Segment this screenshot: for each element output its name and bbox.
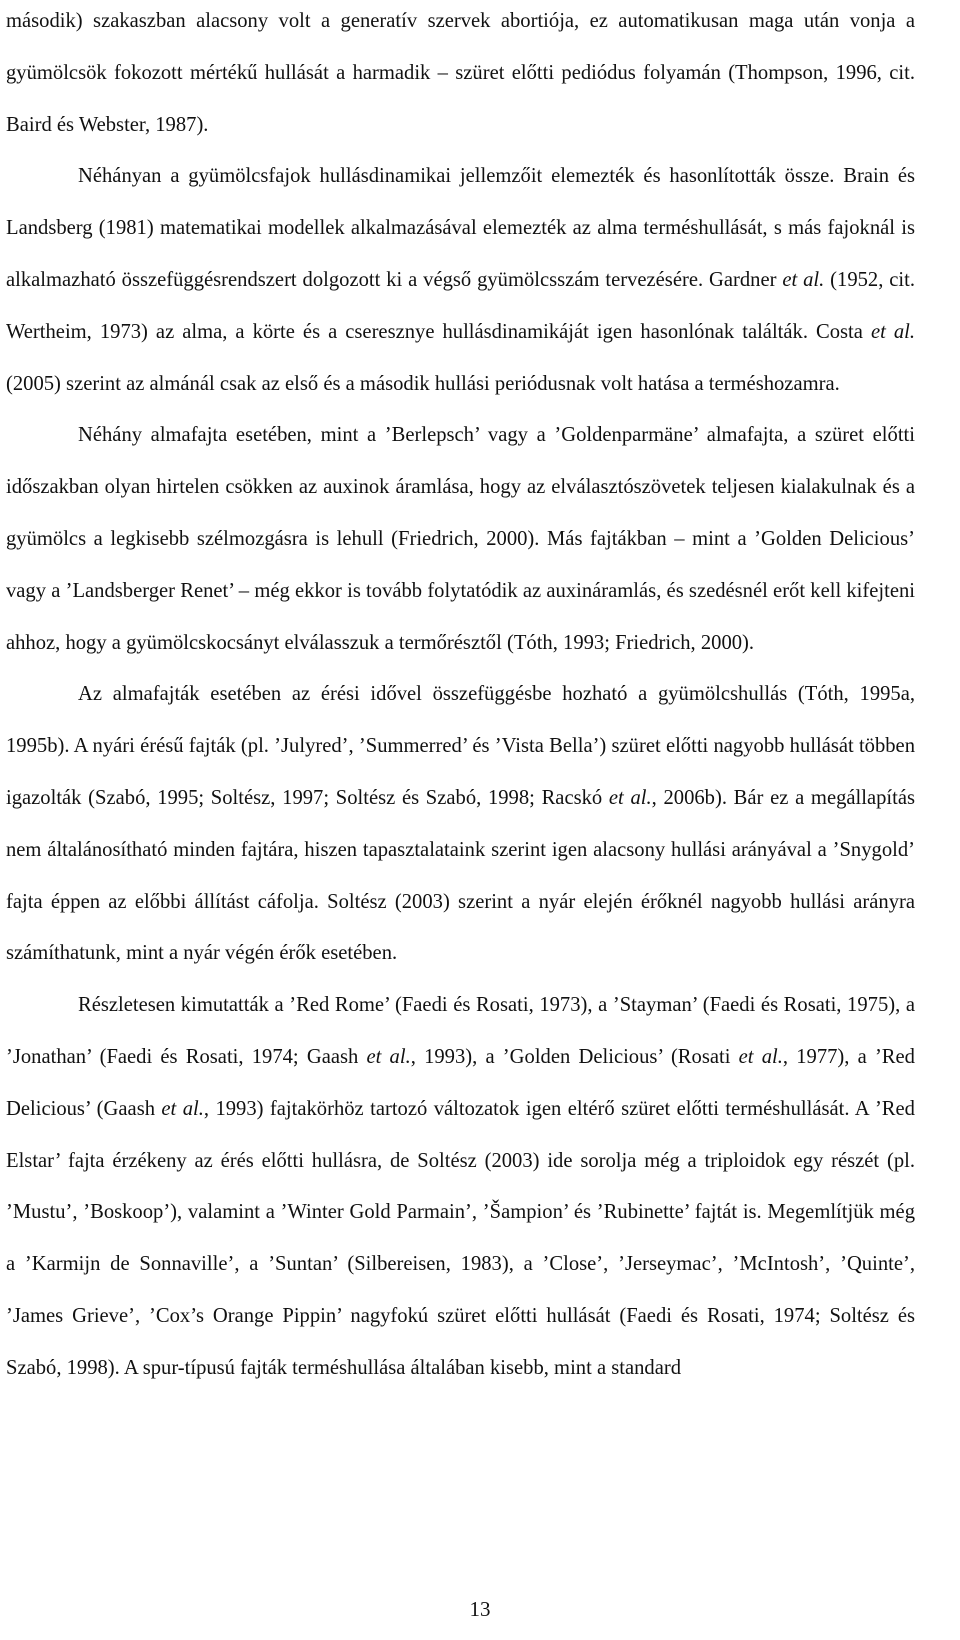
paragraph-ripening-time bbox=[6, 669, 915, 980]
text-run: (1952, cit. Wertheim, 1973) az alma, a körte és a cseresznye hullásdinamikáját igen hasonlónak találták. Costa bbox=[6, 268, 915, 343]
paragraph-auxin-flow bbox=[6, 410, 915, 669]
text-run-italic: et al. bbox=[608, 786, 652, 809]
text-run-italic: et al. bbox=[161, 1097, 204, 1120]
paragraph-cultivar-groups bbox=[6, 980, 915, 1394]
text-run: , 1977), a ’Red Delicious’ (Gaash bbox=[6, 1045, 915, 1120]
text-run: Néhányan a gyümölcsfajok hullásdinamikai jellemzőit elemezték és hasonlították össze. Brain és Landsberg (1981) matematikai modellek alkalmazásával elemezték az alma terméshullását, s más fajoknál is alkalmazható összefüggésrendszert dolgozott ki a végső gyümölcsszám tervezésére. Gardner bbox=[6, 165, 915, 291]
text-run: Az almafajták esetében az érési idővel összefüggésbe hozható a gyümölcshullás (Tóth, 1995a, 1995b). A nyári érésű fajták (pl. ’Julyred’, ’Summerred’ és ’Vista Bella’) szüret előtti nagyobb hullását többen igazolták (Szabó, 1995; Soltész, 1997; Soltész és Szabó, 1998; Racskó bbox=[6, 683, 915, 809]
text-run-italic: et al. bbox=[366, 1045, 411, 1068]
paragraph-fruit-drop-dynamics bbox=[6, 151, 915, 410]
text-run: Néhány almafajta esetében, mint a ’Berlepsch’ vagy a ’Goldenparmäne’ almafajta, a szüret előtti időszakban olyan hirtelen csökken az auxinok áramlása, hogy az elválasztószövetek teljesen kialakulnak és a gyümölcs a legkisebb szélmozgásra is lehull (Friedrich, 2000). Más fajtákban – mint a ’Golden Delicious’ vagy a ’Landsberger Renet’ – még ekkor is tovább folytatódik az auxináramlás, és szedésnél erőt kell kifejteni ahhoz, hogy a gyümölcskocsányt elválasszuk a termőrésztől (Tóth, 1993; Friedrich, 2000). bbox=[6, 424, 915, 654]
text-run: (2005) szerint az almánál csak az első és a második hullási periódusnak volt hatása a terméshozamra. bbox=[6, 372, 840, 395]
text-run: Részletesen kimutatták a ’Red Rome’ (Faedi és Rosati, 1973), a ’Stayman’ (Faedi és Rosati, 1975), a ’Jonathan’ (Faedi és Rosati, 1974; Gaash bbox=[6, 994, 915, 1068]
text-run: , 1993) fajtakörhöz tartozó változatok igen eltérő szüret előtti terméshullását. A ’Red Elstar’ fajta érzékeny az érés előtti hullásra, de Soltész (2003) ide sorolja még a triploidok egy részét (pl. ’Mustu’, ’Boskoop’), valamint a ’Winter Gold Parmain’, ’Šampion’ és ’Rubinette’ fajtát is. Megemlítjük még a ’Karmijn de Sonnaville’, a ’Suntan’ (Silbereisen, 1983), a ’Close’, ’Jerseymac’, ’McIntosh’, ’Quinte’, ’James Grieve’, ’Cox’s Orange Pippin’ nagyfokú szüret előtti hullását (Faedi és Rosati, 1974; Soltész és Szabó, 1998). A spur-típusú fajták terméshullása általában kisebb, mint a standard bbox=[6, 1097, 915, 1379]
paragraph-continued bbox=[6, 0, 915, 151]
text-run: , 1993), a ’Golden Delicious’ (Rosati bbox=[410, 1045, 739, 1068]
text-run-italic: et al. bbox=[870, 320, 915, 343]
body-text bbox=[6, 0, 915, 1395]
text-run: , 2006b). Bár ez a megállapítás nem általánosítható minden fajtára, hiszen tapasztalataink szerint igen alacsony hullási arányával a ’Snygold’ fajta éppen az előbbi állítást cáfolja. Soltész (2003) szerint a nyár elején érőknél nagyobb hullási arányra számíthatunk, mint a nyár végén érők esetében. bbox=[6, 786, 915, 965]
text-run: második) szakaszban alacsony volt a generatív szervek abortiója, ez automatikusan maga után vonja a gyümölcsök fokozott mértékű hullását a harmadik – szüret előtti pediódus folyamán (Thompson, 1996, cit. Baird és Webster, 1987). bbox=[6, 10, 915, 136]
text-run-italic: et al. bbox=[782, 268, 825, 291]
page-number: 13 bbox=[469, 1597, 491, 1621]
text-run-italic: et al. bbox=[738, 1045, 783, 1068]
